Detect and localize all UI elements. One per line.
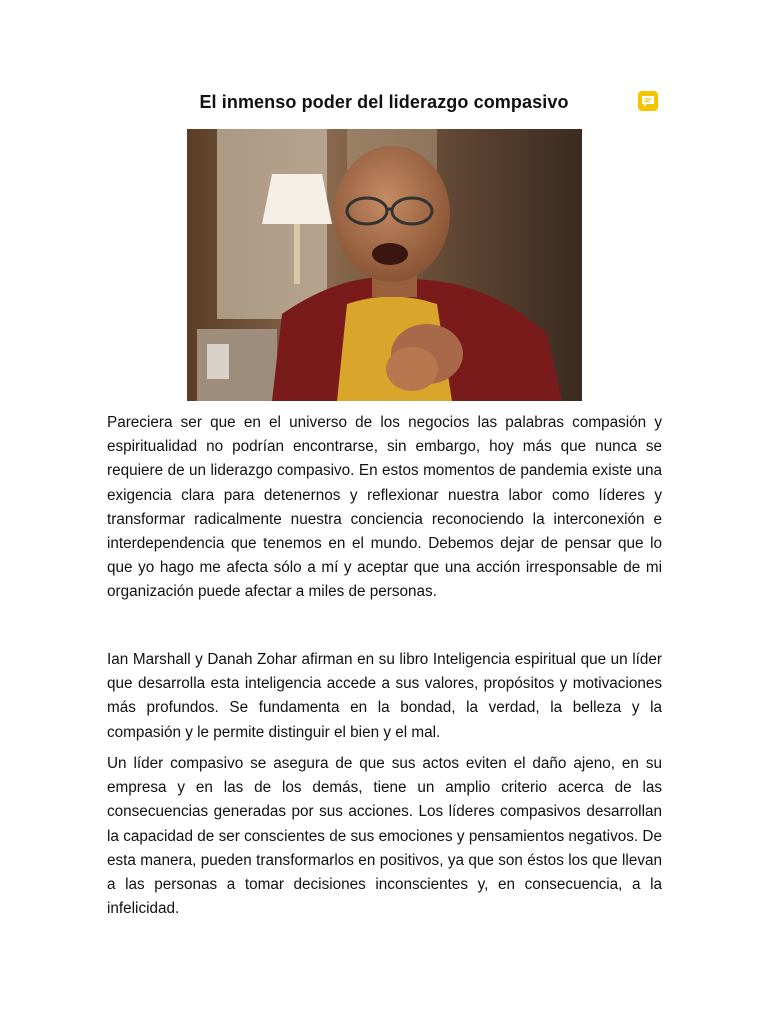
portrait-photo: [187, 129, 582, 401]
paragraph-1: Pareciera ser que en el universo de los negocios las palabras compasión y espiritualidad no podrían encontrarse, sin embargo, hoy más que nunca se requiere de un liderazgo compasivo. En estos momentos de pandemia existe una exigencia clara para detenernos y reflexionar nuestra labor como líderes y transformar radicalmente nuestra conciencia reconociendo la interconexión e interdependencia que tenemos en el mundo. Debemos dejar de pensar que lo que yo hago me afecta sólo a mí y aceptar que una acción irresponsable de mi organización puede afectar a miles de personas.: [107, 414, 662, 601]
comment-icon[interactable]: [637, 90, 659, 112]
paragraph-2: Ian Marshall y Danah Zohar afirman en su libro Inteligencia espiritual que un líder que desarrolla esta inteligencia accede a sus valores, propósitos y motivaciones más profundos. Se fundamenta en la bondad, la verdad, la belleza y la compasión y le permite distinguir el bien y el mal.: [107, 651, 662, 741]
paragraph-3: Un líder compasivo se asegura de que sus actos eviten el daño ajeno, en su empresa y en las de los demás, tiene un amplio criterio acerca de las consecuencias generadas por sus acciones. Los líderes compasivos desarrollan la capacidad de ser conscientes de sus emociones y pensamientos negativos. De esta manera, pueden transformarlos en positivos, ya que son éstos los que llevan a las personas a tomar decisiones inconscientes y, en consecuencia, a la infelicidad.: [107, 755, 662, 918]
page-title: El inmenso poder del liderazgo compasivo: [199, 92, 569, 112]
